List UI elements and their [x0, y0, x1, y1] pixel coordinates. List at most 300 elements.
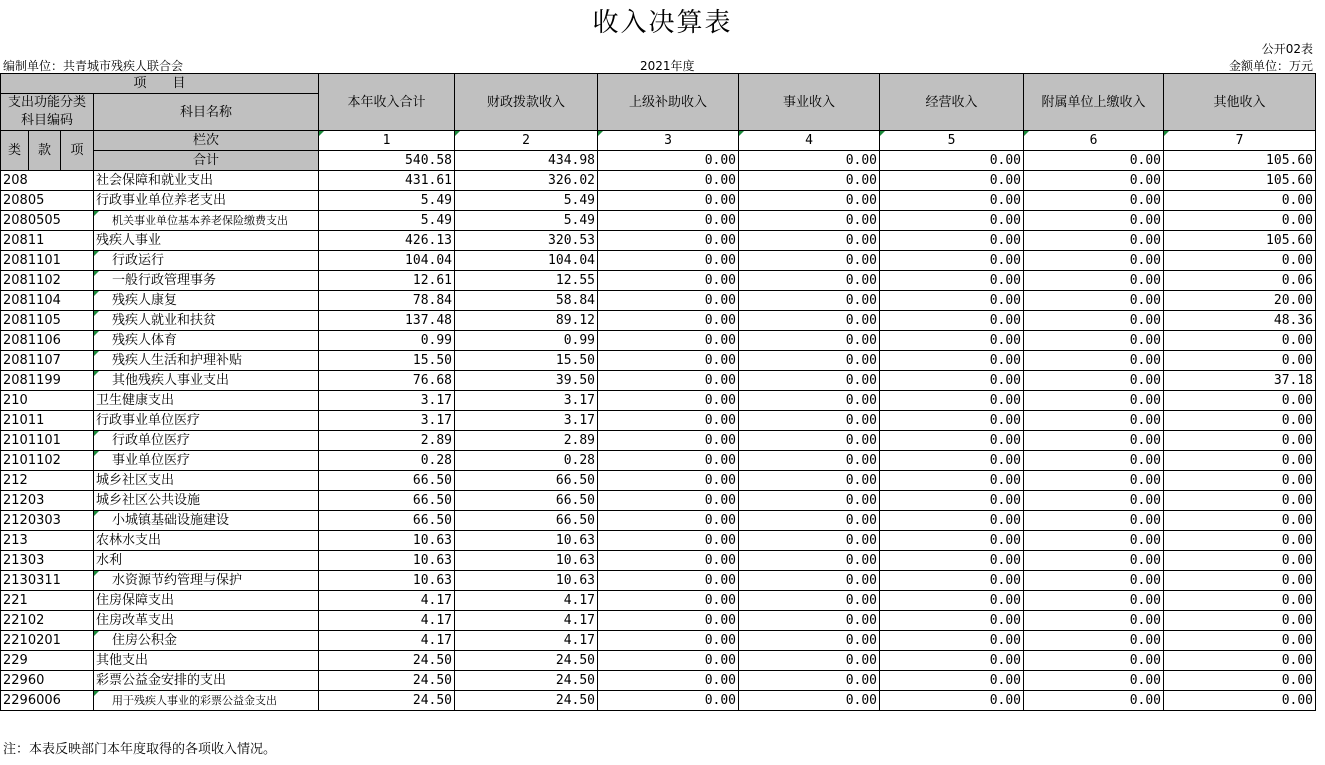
row-value[interactable]: 3.17 [319, 411, 455, 431]
row-value[interactable]: 0.00 [739, 651, 880, 671]
row-value[interactable]: 0.00 [598, 211, 739, 231]
table-row[interactable] [1, 671, 1316, 691]
row-value[interactable]: 0.00 [739, 471, 880, 491]
row-code[interactable]: 2130311 [1, 571, 94, 591]
row-value[interactable]: 3.17 [319, 391, 455, 411]
row-code[interactable]: 213 [1, 531, 94, 551]
row-name[interactable]: 行政单位医疗 [94, 431, 319, 451]
row-value[interactable]: 0.00 [1164, 431, 1316, 451]
row-name[interactable]: 住房改革支出 [94, 611, 319, 631]
row-value[interactable]: 48.36 [1164, 311, 1316, 331]
row-value[interactable]: 0.00 [739, 251, 880, 271]
row-value[interactable]: 2.89 [319, 431, 455, 451]
table-row[interactable] [1, 351, 1316, 371]
table-row[interactable] [1, 551, 1316, 571]
row-value[interactable]: 0.00 [598, 171, 739, 191]
row-value[interactable]: 0.00 [739, 391, 880, 411]
row-value[interactable]: 0.00 [1164, 591, 1316, 611]
total-value: 0.00 [598, 151, 739, 171]
row-value[interactable]: 0.00 [739, 671, 880, 691]
row-value[interactable]: 0.00 [1024, 531, 1164, 551]
row-value[interactable]: 0.00 [1024, 451, 1164, 471]
row-value[interactable]: 105.60 [1164, 231, 1316, 251]
row-code[interactable]: 2081101 [1, 251, 94, 271]
header-kuan: 款 [29, 131, 61, 171]
row-code[interactable]: 21303 [1, 551, 94, 571]
table-row[interactable] [1, 171, 1316, 191]
row-value[interactable]: 0.00 [880, 631, 1024, 651]
row-name[interactable]: 卫生健康支出 [94, 391, 319, 411]
row-value[interactable]: 0.00 [598, 451, 739, 471]
row-name[interactable]: 农林水支出 [94, 531, 319, 551]
row-name[interactable]: 住房保障支出 [94, 591, 319, 611]
row-value[interactable]: 0.00 [598, 491, 739, 511]
table-row[interactable] [1, 211, 1316, 231]
row-value[interactable]: 5.49 [319, 211, 455, 231]
row-value[interactable]: 105.60 [1164, 171, 1316, 191]
row-value[interactable]: 0.00 [880, 271, 1024, 291]
table-row[interactable] [1, 291, 1316, 311]
row-value[interactable]: 0.00 [880, 451, 1024, 471]
row-value[interactable]: 10.63 [319, 531, 455, 551]
row-value[interactable]: 0.00 [598, 411, 739, 431]
row-value[interactable]: 0.00 [1024, 411, 1164, 431]
col-index-6: 6 [1024, 131, 1164, 151]
row-value[interactable]: 4.17 [455, 631, 598, 651]
row-value[interactable]: 0.00 [739, 511, 880, 531]
row-value[interactable]: 0.00 [739, 451, 880, 471]
row-value[interactable]: 0.99 [455, 331, 598, 351]
table-row[interactable] [1, 631, 1316, 651]
row-code[interactable]: 21203 [1, 491, 94, 511]
row-value[interactable]: 0.00 [739, 491, 880, 511]
table-row[interactable] [1, 231, 1316, 251]
header-lei: 类 [1, 131, 29, 171]
row-value[interactable]: 0.00 [598, 691, 739, 711]
row-name[interactable]: 社会保障和就业支出 [94, 171, 319, 191]
table-row[interactable] [1, 451, 1316, 471]
table-row[interactable] [1, 651, 1316, 671]
row-value[interactable]: 0.00 [880, 551, 1024, 571]
row-code[interactable]: 20811 [1, 231, 94, 251]
row-value[interactable]: 0.00 [880, 331, 1024, 351]
row-value[interactable]: 0.00 [880, 471, 1024, 491]
row-value[interactable]: 4.17 [319, 631, 455, 651]
row-value[interactable]: 0.99 [319, 331, 455, 351]
row-value[interactable]: 0.00 [598, 651, 739, 671]
row-value[interactable]: 0.00 [1164, 571, 1316, 591]
row-name[interactable]: 城乡社区公共设施 [94, 491, 319, 511]
row-value[interactable]: 0.00 [880, 411, 1024, 431]
row-name[interactable]: 彩票公益金安排的支出 [94, 671, 319, 691]
row-value[interactable]: 0.00 [1024, 271, 1164, 291]
row-value[interactable]: 0.00 [1024, 471, 1164, 491]
row-value[interactable]: 10.63 [455, 551, 598, 571]
row-value[interactable]: 0.00 [1024, 491, 1164, 511]
row-value[interactable]: 0.00 [1024, 511, 1164, 531]
row-value[interactable]: 0.00 [739, 351, 880, 371]
row-value[interactable]: 15.50 [319, 351, 455, 371]
col-index-2: 2 [455, 131, 598, 151]
row-value[interactable]: 15.50 [455, 351, 598, 371]
row-value[interactable]: 0.00 [739, 411, 880, 431]
row-value[interactable]: 66.50 [319, 491, 455, 511]
row-value[interactable]: 0.00 [739, 531, 880, 551]
row-code[interactable]: 2081199 [1, 371, 94, 391]
row-value[interactable]: 0.00 [1024, 371, 1164, 391]
row-value[interactable]: 0.00 [880, 571, 1024, 591]
row-name[interactable]: 行政运行 [94, 251, 319, 271]
row-value[interactable]: 0.00 [598, 251, 739, 271]
row-value[interactable]: 5.49 [319, 191, 455, 211]
row-value[interactable]: 0.00 [598, 511, 739, 531]
table-row[interactable] [1, 251, 1316, 271]
row-value[interactable]: 0.00 [880, 671, 1024, 691]
row-value[interactable]: 0.00 [1024, 231, 1164, 251]
row-value[interactable]: 0.00 [1024, 591, 1164, 611]
row-name[interactable]: 行政事业单位医疗 [94, 411, 319, 431]
row-value[interactable]: 66.50 [455, 471, 598, 491]
row-value[interactable]: 0.00 [739, 571, 880, 591]
row-value[interactable]: 0.00 [1164, 551, 1316, 571]
row-value[interactable]: 0.00 [739, 271, 880, 291]
header-col-1: 本年收入合计 [319, 74, 455, 131]
row-value[interactable]: 0.00 [598, 431, 739, 451]
table-row[interactable] [1, 591, 1316, 611]
row-value[interactable]: 0.00 [739, 371, 880, 391]
row-value[interactable]: 0.00 [739, 311, 880, 331]
row-value[interactable]: 3.17 [455, 391, 598, 411]
table-row[interactable] [1, 571, 1316, 591]
row-code[interactable]: 2120303 [1, 511, 94, 531]
header-name: 科目名称 [94, 94, 319, 131]
row-name[interactable]: 用于残疾人事业的彩票公益金支出 [94, 691, 319, 711]
row-value[interactable]: 0.00 [880, 431, 1024, 451]
row-value[interactable]: 78.84 [319, 291, 455, 311]
row-name[interactable]: 行政事业单位养老支出 [94, 191, 319, 211]
row-value[interactable]: 37.18 [1164, 371, 1316, 391]
header-col-2: 财政拨款收入 [455, 74, 598, 131]
row-value[interactable]: 326.02 [455, 171, 598, 191]
row-value[interactable]: 0.00 [1024, 691, 1164, 711]
row-code[interactable]: 2081104 [1, 291, 94, 311]
row-value[interactable]: 0.00 [739, 191, 880, 211]
row-value[interactable]: 0.00 [1164, 191, 1316, 211]
table-row[interactable] [1, 511, 1316, 531]
row-value[interactable]: 10.63 [319, 551, 455, 571]
row-value[interactable]: 0.00 [880, 171, 1024, 191]
row-value[interactable]: 0.00 [598, 611, 739, 631]
row-name[interactable]: 住房公积金 [94, 631, 319, 651]
page-title: 收入决算表 [592, 8, 733, 38]
row-name[interactable]: 水利 [94, 551, 319, 571]
total-row [1, 151, 1316, 171]
header-col-6: 附属单位上缴收入 [1024, 74, 1164, 131]
row-value[interactable]: 66.50 [319, 471, 455, 491]
row-value[interactable]: 0.00 [1164, 651, 1316, 671]
row-value[interactable]: 0.00 [1024, 291, 1164, 311]
row-value[interactable]: 0.28 [455, 451, 598, 471]
row-value[interactable]: 0.00 [1024, 431, 1164, 451]
row-name[interactable]: 残疾人康复 [94, 291, 319, 311]
row-value[interactable]: 0.00 [1024, 671, 1164, 691]
row-value[interactable]: 0.00 [1164, 611, 1316, 631]
row-value[interactable]: 10.63 [455, 571, 598, 591]
row-code[interactable]: 2081102 [1, 271, 94, 291]
table-row[interactable] [1, 471, 1316, 491]
amount-unit: 金额单位：万元 [1228, 59, 1313, 73]
table-row[interactable] [1, 371, 1316, 391]
row-value[interactable]: 58.84 [455, 291, 598, 311]
row-value[interactable]: 0.00 [598, 271, 739, 291]
row-value[interactable]: 4.17 [455, 591, 598, 611]
total-label: 合计 [94, 151, 319, 171]
table-row[interactable] [1, 491, 1316, 511]
row-value[interactable]: 12.61 [319, 271, 455, 291]
row-value[interactable]: 0.00 [1024, 391, 1164, 411]
row-value[interactable]: 0.00 [1164, 451, 1316, 471]
col-index-3: 3 [598, 131, 739, 151]
header-code: 支出功能分类科目编码 [1, 94, 94, 131]
row-code[interactable]: 2080505 [1, 211, 94, 231]
row-name[interactable]: 机关事业单位基本养老保险缴费支出 [94, 211, 319, 231]
row-code[interactable]: 2081106 [1, 331, 94, 351]
row-name[interactable]: 其他残疾人事业支出 [94, 371, 319, 391]
row-value[interactable]: 10.63 [455, 531, 598, 551]
row-value[interactable]: 0.00 [1164, 511, 1316, 531]
row-value[interactable]: 66.50 [319, 511, 455, 531]
col-index-4: 4 [739, 131, 880, 151]
row-value[interactable]: 0.00 [739, 291, 880, 311]
row-value[interactable]: 0.00 [880, 611, 1024, 631]
row-code[interactable]: 212 [1, 471, 94, 491]
fiscal-year: 2021年度 [640, 59, 695, 73]
row-value[interactable]: 0.00 [880, 311, 1024, 331]
row-value[interactable]: 4.17 [319, 611, 455, 631]
row-value[interactable]: 66.50 [455, 491, 598, 511]
total-value: 434.98 [455, 151, 598, 171]
row-value[interactable]: 4.17 [455, 611, 598, 631]
row-value[interactable]: 0.00 [1024, 331, 1164, 351]
row-value[interactable]: 0.00 [880, 591, 1024, 611]
row-value[interactable]: 0.00 [1164, 491, 1316, 511]
row-value[interactable]: 0.00 [739, 631, 880, 651]
row-code[interactable]: 2210201 [1, 631, 94, 651]
row-value[interactable]: 0.00 [880, 371, 1024, 391]
table-note: 注：本表反映部门本年度取得的各项收入情况。 [3, 742, 277, 757]
row-value[interactable]: 89.12 [455, 311, 598, 331]
header-col-4: 事业收入 [739, 74, 880, 131]
table-row[interactable] [1, 411, 1316, 431]
row-value[interactable]: 0.00 [1164, 391, 1316, 411]
row-value[interactable]: 0.00 [598, 591, 739, 611]
row-value[interactable]: 0.00 [1024, 651, 1164, 671]
row-name[interactable]: 残疾人体育 [94, 331, 319, 351]
row-value[interactable]: 0.00 [1024, 311, 1164, 331]
row-value[interactable]: 0.00 [598, 631, 739, 651]
table-row[interactable] [1, 311, 1316, 331]
row-value[interactable]: 76.68 [319, 371, 455, 391]
row-value[interactable]: 0.00 [880, 531, 1024, 551]
row-name[interactable]: 小城镇基础设施建设 [94, 511, 319, 531]
table-row[interactable] [1, 531, 1316, 551]
table-row[interactable] [1, 191, 1316, 211]
row-value[interactable]: 0.00 [1164, 411, 1316, 431]
row-name[interactable]: 事业单位医疗 [94, 451, 319, 471]
row-value[interactable]: 0.00 [1164, 331, 1316, 351]
row-value[interactable]: 0.00 [598, 191, 739, 211]
row-name[interactable]: 一般行政管理事务 [94, 271, 319, 291]
row-value[interactable]: 0.00 [1024, 171, 1164, 191]
row-value[interactable]: 137.48 [319, 311, 455, 331]
row-value[interactable]: 0.00 [1164, 631, 1316, 651]
row-value[interactable]: 20.00 [1164, 291, 1316, 311]
row-value[interactable]: 0.00 [880, 491, 1024, 511]
table-row[interactable] [1, 331, 1316, 351]
row-value[interactable]: 0.00 [1164, 531, 1316, 551]
row-value[interactable]: 66.50 [455, 511, 598, 531]
row-value[interactable]: 0.00 [880, 651, 1024, 671]
row-value[interactable]: 0.00 [739, 331, 880, 351]
row-value[interactable]: 10.63 [319, 571, 455, 591]
row-value[interactable]: 0.00 [598, 571, 739, 591]
row-value[interactable]: 0.00 [1024, 351, 1164, 371]
table-row[interactable] [1, 391, 1316, 411]
row-value[interactable]: 0.00 [739, 591, 880, 611]
row-value[interactable]: 104.04 [455, 251, 598, 271]
row-name[interactable]: 城乡社区支出 [94, 471, 319, 491]
col-index-1: 1 [319, 131, 455, 151]
row-value[interactable]: 431.61 [319, 171, 455, 191]
row-value[interactable]: 3.17 [455, 411, 598, 431]
row-value[interactable]: 0.00 [739, 691, 880, 711]
row-value[interactable]: 0.00 [1024, 551, 1164, 571]
header-col-5: 经营收入 [880, 74, 1024, 131]
row-value[interactable]: 0.00 [598, 391, 739, 411]
row-value[interactable]: 0.00 [598, 291, 739, 311]
row-value[interactable]: 0.06 [1164, 271, 1316, 291]
row-value[interactable]: 0.00 [1024, 611, 1164, 631]
row-value[interactable]: 0.00 [1164, 251, 1316, 271]
row-value[interactable]: 24.50 [455, 691, 598, 711]
row-code[interactable]: 22960 [1, 671, 94, 691]
row-value[interactable]: 24.50 [319, 691, 455, 711]
row-code[interactable]: 229 [1, 651, 94, 671]
row-code[interactable]: 21011 [1, 411, 94, 431]
unit-line [0, 57, 1325, 73]
row-value[interactable]: 0.00 [598, 351, 739, 371]
row-code[interactable]: 221 [1, 591, 94, 611]
row-value[interactable]: 0.28 [319, 451, 455, 471]
table-row[interactable] [1, 431, 1316, 451]
table-row[interactable] [1, 691, 1316, 711]
row-value[interactable]: 320.53 [455, 231, 598, 251]
row-value[interactable]: 0.00 [880, 391, 1024, 411]
row-value[interactable]: 4.17 [319, 591, 455, 611]
total-value: 105.60 [1164, 151, 1316, 171]
row-value[interactable]: 0.00 [598, 471, 739, 491]
row-value[interactable]: 426.13 [319, 231, 455, 251]
row-value[interactable]: 0.00 [598, 671, 739, 691]
row-value[interactable]: 24.50 [319, 651, 455, 671]
total-value: 0.00 [880, 151, 1024, 171]
row-value[interactable]: 0.00 [880, 691, 1024, 711]
row-value[interactable]: 0.00 [739, 551, 880, 571]
row-value[interactable]: 0.00 [739, 211, 880, 231]
row-value[interactable]: 5.49 [455, 211, 598, 231]
col-index-5: 5 [880, 131, 1024, 151]
row-value[interactable]: 0.00 [598, 331, 739, 351]
row-value[interactable]: 0.00 [1024, 631, 1164, 651]
row-value[interactable]: 24.50 [455, 651, 598, 671]
row-value[interactable]: 0.00 [1024, 571, 1164, 591]
row-value[interactable]: 0.00 [598, 551, 739, 571]
row-code[interactable]: 20805 [1, 191, 94, 211]
income-table [0, 73, 1316, 711]
row-value[interactable]: 24.50 [455, 671, 598, 691]
row-code[interactable]: 2101101 [1, 431, 94, 451]
row-value[interactable]: 0.00 [1164, 211, 1316, 231]
row-value[interactable]: 0.00 [598, 311, 739, 331]
header-lanci: 栏次 [94, 131, 319, 151]
row-value[interactable]: 0.00 [880, 351, 1024, 371]
table-row[interactable] [1, 611, 1316, 631]
row-value[interactable]: 0.00 [1164, 351, 1316, 371]
row-code[interactable]: 22102 [1, 611, 94, 631]
row-value[interactable]: 0.00 [739, 431, 880, 451]
row-value[interactable]: 0.00 [598, 371, 739, 391]
row-value[interactable]: 0.00 [739, 231, 880, 251]
row-value[interactable]: 104.04 [319, 251, 455, 271]
row-code[interactable]: 2296006 [1, 691, 94, 711]
row-code[interactable]: 2101102 [1, 451, 94, 471]
row-value[interactable]: 0.00 [1024, 191, 1164, 211]
row-value[interactable]: 0.00 [880, 291, 1024, 311]
row-name[interactable]: 残疾人事业 [94, 231, 319, 251]
row-value[interactable]: 0.00 [880, 511, 1024, 531]
header-col-3: 上级补助收入 [598, 74, 739, 131]
row-value[interactable]: 2.89 [455, 431, 598, 451]
row-name[interactable]: 其他支出 [94, 651, 319, 671]
row-code[interactable]: 208 [1, 171, 94, 191]
row-value[interactable]: 0.00 [1164, 691, 1316, 711]
total-value: 0.00 [739, 151, 880, 171]
row-value[interactable]: 0.00 [880, 191, 1024, 211]
row-value[interactable]: 0.00 [1164, 471, 1316, 491]
row-code[interactable]: 2081105 [1, 311, 94, 331]
row-value[interactable]: 5.49 [455, 191, 598, 211]
row-value[interactable]: 24.50 [319, 671, 455, 691]
row-value[interactable]: 0.00 [1024, 211, 1164, 231]
row-name[interactable]: 水资源节约管理与保护 [94, 571, 319, 591]
row-name[interactable]: 残疾人就业和扶贫 [94, 311, 319, 331]
row-value[interactable]: 0.00 [880, 211, 1024, 231]
row-value[interactable]: 0.00 [739, 171, 880, 191]
row-value[interactable]: 0.00 [598, 531, 739, 551]
row-value[interactable]: 0.00 [1024, 251, 1164, 271]
row-code[interactable]: 210 [1, 391, 94, 411]
row-value[interactable]: 12.55 [455, 271, 598, 291]
row-value[interactable]: 0.00 [880, 251, 1024, 271]
row-value[interactable]: 39.50 [455, 371, 598, 391]
row-value[interactable]: 0.00 [880, 231, 1024, 251]
row-value[interactable]: 0.00 [1164, 671, 1316, 691]
row-value[interactable]: 0.00 [598, 231, 739, 251]
row-value[interactable]: 0.00 [739, 611, 880, 631]
row-name[interactable]: 残疾人生活和护理补贴 [94, 351, 319, 371]
row-code[interactable]: 2081107 [1, 351, 94, 371]
table-row[interactable] [1, 271, 1316, 291]
